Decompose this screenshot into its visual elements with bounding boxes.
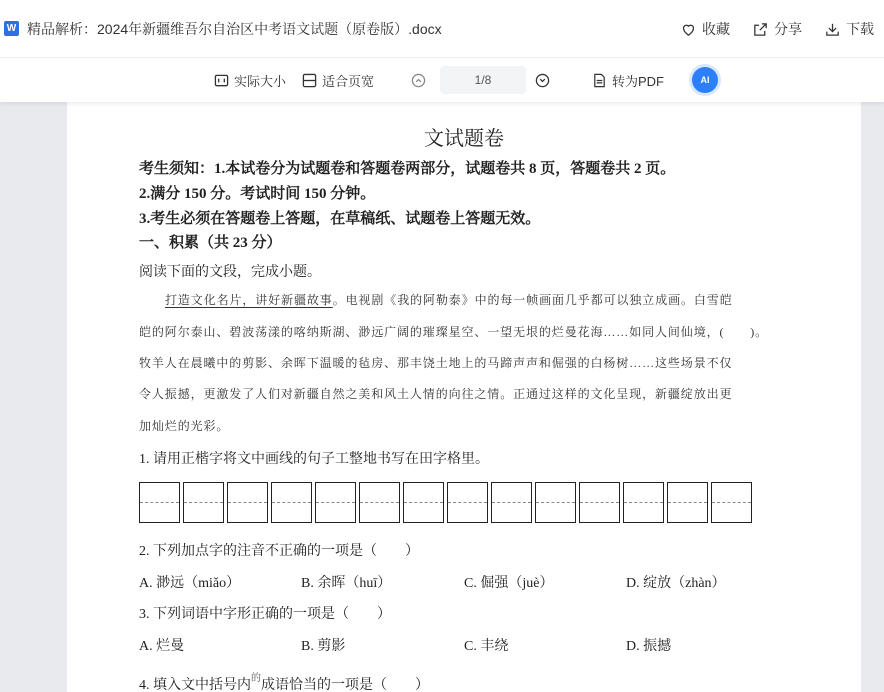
q2-option-b: B. 余晖（huī） — [301, 576, 392, 591]
instruction-text: 阅读下面的文段，完成小题。 — [139, 265, 321, 280]
actual-size-button[interactable] — [214, 58, 286, 102]
grid-cell — [183, 482, 224, 523]
question-4-start: 4. 填入文中括号内 — [139, 678, 251, 692]
share-icon — [752, 21, 769, 38]
passage-line-1 — [139, 291, 791, 308]
grid-cell — [623, 482, 664, 523]
grid-cell — [491, 482, 532, 523]
grid-cell — [535, 482, 576, 523]
grid-cell — [359, 482, 400, 523]
favorite-label: 收藏 — [702, 21, 730, 37]
notice-line-1: 考生须知：1.本试卷分为试题卷和答题卷两部分，试题卷共 8 页，答题卷共 2 页。 — [139, 161, 676, 177]
download-button[interactable] — [824, 19, 874, 39]
convert-pdf-label: 转为PDF — [612, 73, 665, 89]
actual-size-icon — [214, 73, 229, 88]
heart-icon — [680, 21, 697, 38]
passage-line-2: 皑的阿尔泰山、碧波荡漾的喀纳斯湖、渺远广阔的璀璨星空、一望无垠的烂曼花海……如同人间仙境，( )。 — [139, 325, 768, 339]
passage-line-4: 令人振撼，更激发了人们对新疆自然之美和风土人情的向往之情。正通过这样的文化呈现，新疆绽放出更 — [139, 387, 733, 401]
question-1: 1. 请用正楷字将文中画线的句子工整地书写在田字格里。 — [139, 452, 489, 467]
writing-grid — [139, 482, 752, 523]
question-3: 3. 下列词语中字形正确的一项是（ ） — [139, 607, 391, 622]
page-indicator[interactable]: 1/8 — [440, 66, 526, 94]
grid-cell — [667, 482, 708, 523]
fit-width-icon — [302, 73, 317, 88]
download-label: 下载 — [846, 21, 874, 37]
question-4 — [139, 674, 429, 692]
grid-cell — [271, 482, 312, 523]
section-heading: 一、积累（共 23 分） — [139, 235, 282, 251]
document-page — [67, 102, 861, 692]
notice-line-2: 2.满分 150 分。考试时间 150 分钟。 — [139, 186, 376, 202]
grid-cell — [711, 482, 752, 523]
passage-line-5: 加灿烂的光彩。 — [139, 419, 230, 433]
notice-line-3: 3.考生必须在答题卷上答题，在草稿纸、试题卷上答题无效。 — [139, 211, 541, 227]
grid-cell — [315, 482, 356, 523]
grid-cell — [447, 482, 488, 523]
fit-width-button[interactable] — [302, 58, 374, 102]
q3-option-d: D. 振撼 — [626, 639, 672, 654]
previous-page-button[interactable] — [411, 58, 426, 102]
viewer-toolbar — [0, 58, 884, 102]
question-2: 2. 下列加点字的注音不正确的一项是（ ） — [139, 544, 419, 559]
share-button[interactable] — [752, 19, 802, 39]
pdf-icon — [592, 73, 607, 88]
chevron-up-icon — [411, 73, 426, 88]
grid-cell — [579, 482, 620, 523]
q2-option-a: A. 渺远（miǎo） — [139, 576, 241, 591]
convert-pdf-button[interactable] — [592, 58, 664, 102]
question-4-rest: 成语恰当的一项是（ ） — [261, 678, 429, 692]
q3-option-b: B. 剪影 — [301, 639, 346, 654]
actual-size-label: 实际大小 — [234, 73, 287, 89]
passage-line-3: 牧羊人在晨曦中的剪影、余晖下温暖的毡房、那丰饶土地上的马蹄声声和倔强的白杨树……这些场景不仅 — [139, 356, 733, 370]
question-4-superscript: 的 — [251, 673, 261, 684]
title-actions — [680, 0, 874, 58]
share-label: 分享 — [774, 21, 802, 37]
document-title: 精品解析：2024年新疆维吾尔自治区中考语文试题（原卷版）.docx — [27, 20, 442, 37]
underlined-sentence: 打造文化名片，讲好新疆故事 — [165, 293, 333, 307]
q2-option-c: C. 倔强（juè） — [464, 576, 554, 591]
title-bar — [0, 0, 884, 58]
q3-option-a: A. 烂曼 — [139, 639, 185, 654]
next-page-button[interactable] — [535, 58, 550, 102]
q2-option-d: D. 绽放（zhàn） — [626, 576, 726, 591]
grid-cell — [403, 482, 444, 523]
grid-cell — [139, 482, 180, 523]
fit-width-label: 适合页宽 — [322, 73, 375, 89]
grid-cell — [227, 482, 268, 523]
word-doc-icon: W — [4, 21, 19, 36]
page-title: 文试题卷 — [424, 128, 504, 150]
favorite-button[interactable] — [680, 19, 730, 39]
q3-option-c: C. 丰绕 — [464, 639, 509, 654]
chevron-down-icon — [535, 73, 550, 88]
ai-assistant-button[interactable]: AI — [692, 67, 718, 93]
download-icon — [824, 21, 841, 38]
passage-line-1-rest: 。电视剧《我的阿勒泰》中的每一帧画面几乎都可以独立成画。白雪皑 — [332, 293, 733, 307]
